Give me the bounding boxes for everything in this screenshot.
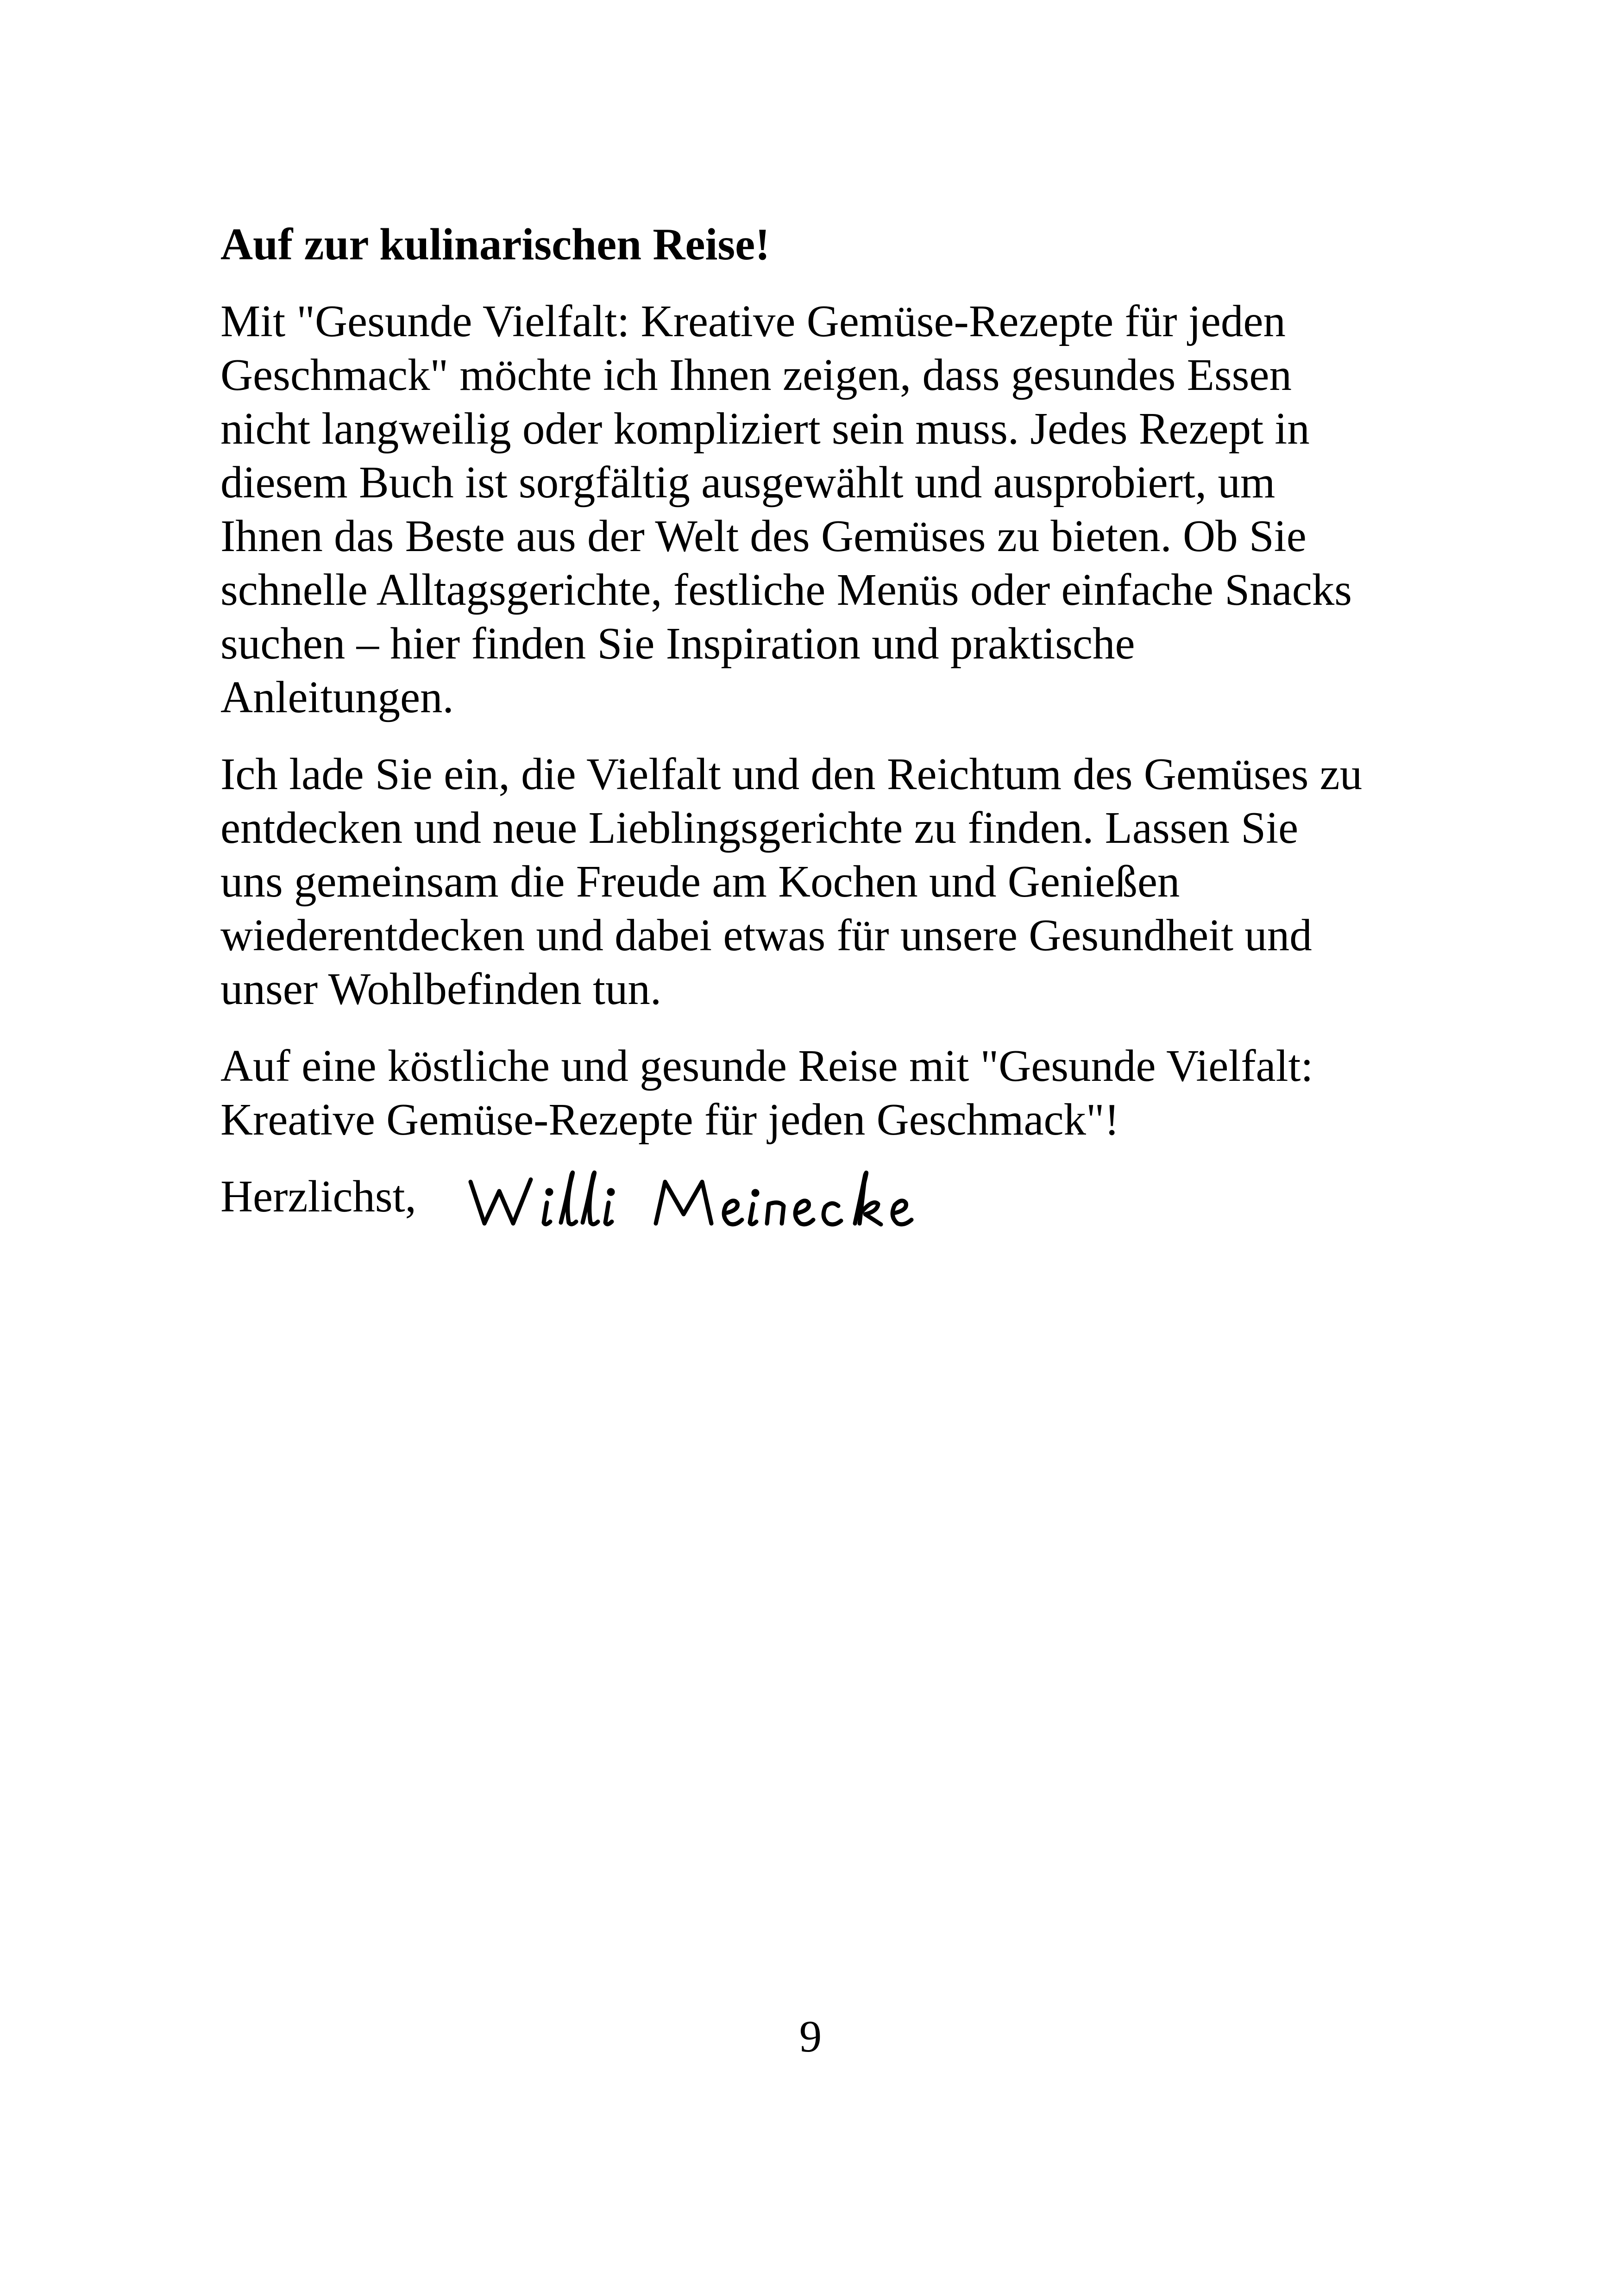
text-line: Ich lade Sie ein, die Vielfalt und den Reichtum des Gemüses zu xyxy=(220,749,1363,799)
paragraph-invitation xyxy=(220,747,1420,1016)
paragraph-intro xyxy=(220,295,1420,724)
text-line: Auf eine köstliche und gesunde Reise mit "Gesunde Vielfalt: xyxy=(220,1041,1313,1091)
text-line: diesem Buch ist sorgfältig ausgewählt und ausprobiert, um xyxy=(220,458,1275,507)
text-line: schnelle Alltagsgerichte, festliche Menüs oder einfache Snacks xyxy=(220,565,1352,615)
section-heading: Auf zur kulinarischen Reise! xyxy=(220,220,770,269)
paragraph-farewell xyxy=(220,1039,1420,1147)
text-line: uns gemeinsam die Freude am Kochen und Genießen xyxy=(220,857,1180,906)
text-line: unser Wohlbefinden tun. xyxy=(220,964,662,1014)
text-line: wiederentdecken und dabei etwas für unsere Gesundheit und xyxy=(220,910,1312,960)
text-line: entdecken und neue Lieblingsgerichte zu finden. Lassen Sie xyxy=(220,803,1299,853)
text-line: Anleitungen. xyxy=(220,672,454,722)
text-line: Kreative Gemüse-Rezepte für jeden Geschmack"! xyxy=(220,1095,1119,1144)
closing-greeting: Herzlichst, xyxy=(220,1172,416,1221)
signature xyxy=(461,1154,1100,1237)
text-line: nicht langweilig oder kompliziert sein muss. Jedes Rezept in xyxy=(220,404,1310,453)
page-content xyxy=(220,218,1420,1235)
closing-line xyxy=(220,1170,1420,1235)
text-line: Mit "Gesunde Vielfalt: Kreative Gemüse-Rezepte für jeden xyxy=(220,296,1286,346)
page-number: 9 xyxy=(799,2012,822,2061)
text-line: Ihnen das Beste aus der Welt des Gemüses zu bieten. Ob Sie xyxy=(220,511,1307,561)
text-line: suchen – hier finden Sie Inspiration und praktische xyxy=(220,619,1135,668)
text-line: Geschmack" möchte ich Ihnen zeigen, dass gesundes Essen xyxy=(220,350,1292,400)
